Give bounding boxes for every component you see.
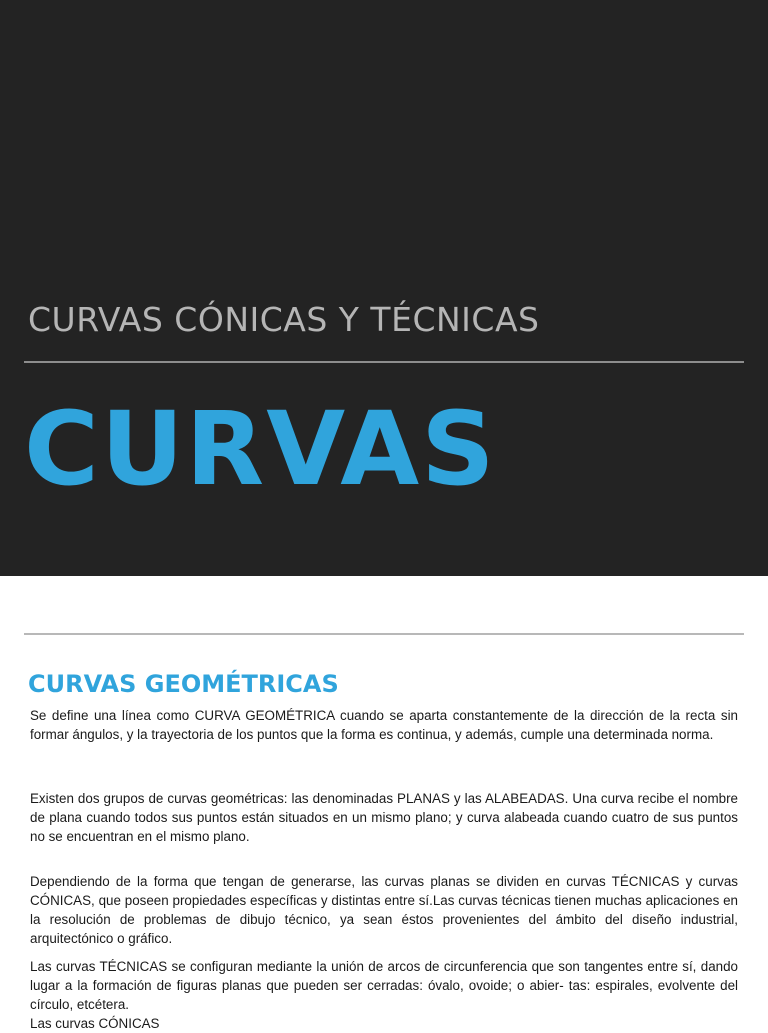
paragraph-technical-curves: Las curvas TÉCNICAS se configuran mediante la unión de arcos de circunferencia que son tangentes entre sí, dando lugar a la formación de figuras planas que pueden ser cerradas: óvalo, ovoide; o abier- tas: espirales, evolvente del círculo, etcétera. — [30, 959, 738, 1012]
hero-divider — [24, 361, 744, 363]
section-heading: CURVAS GEOMÉTRICAS — [28, 670, 339, 698]
content-divider — [24, 633, 744, 635]
paragraph-classification: Dependiendo de la forma que tengan de generarse, las curvas planas se dividen en curvas TÉCNICAS y curvas CÓNICAS, que poseen propiedades específicas y distintas entre sí.Las curvas técnicas tienen muchas aplicaciones en la resolución de problemas de dibujo técnico, ya sean éstos provenientes del ámbito del diseño industrial, arquitectónico o gráfico. — [30, 874, 738, 946]
hero-subtitle: CURVAS CÓNICAS Y TÉCNICAS — [28, 300, 540, 339]
hero-title: CURVAS — [24, 390, 497, 509]
paragraph-definition: Se define una línea como CURVA GEOMÉTRICA cuando se aparta constantemente de la dirección de la recta sin formar ángulos, y la trayectoria de los puntos que la forma es continua, y además, cumple una determinada norma. — [30, 708, 738, 742]
paragraph-conic-curves: Las curvas CÓNICAS — [30, 1016, 160, 1031]
paragraph-groups: Existen dos grupos de curvas geométricas: las denominadas PLANAS y las ALABEADAS. Una curva recibe el nombre de plana cuando todos sus puntos están situados en un mismo plano; y curva alabeada cuando cuatro de sus puntos no se encuentran en el mismo plano. — [30, 791, 738, 844]
